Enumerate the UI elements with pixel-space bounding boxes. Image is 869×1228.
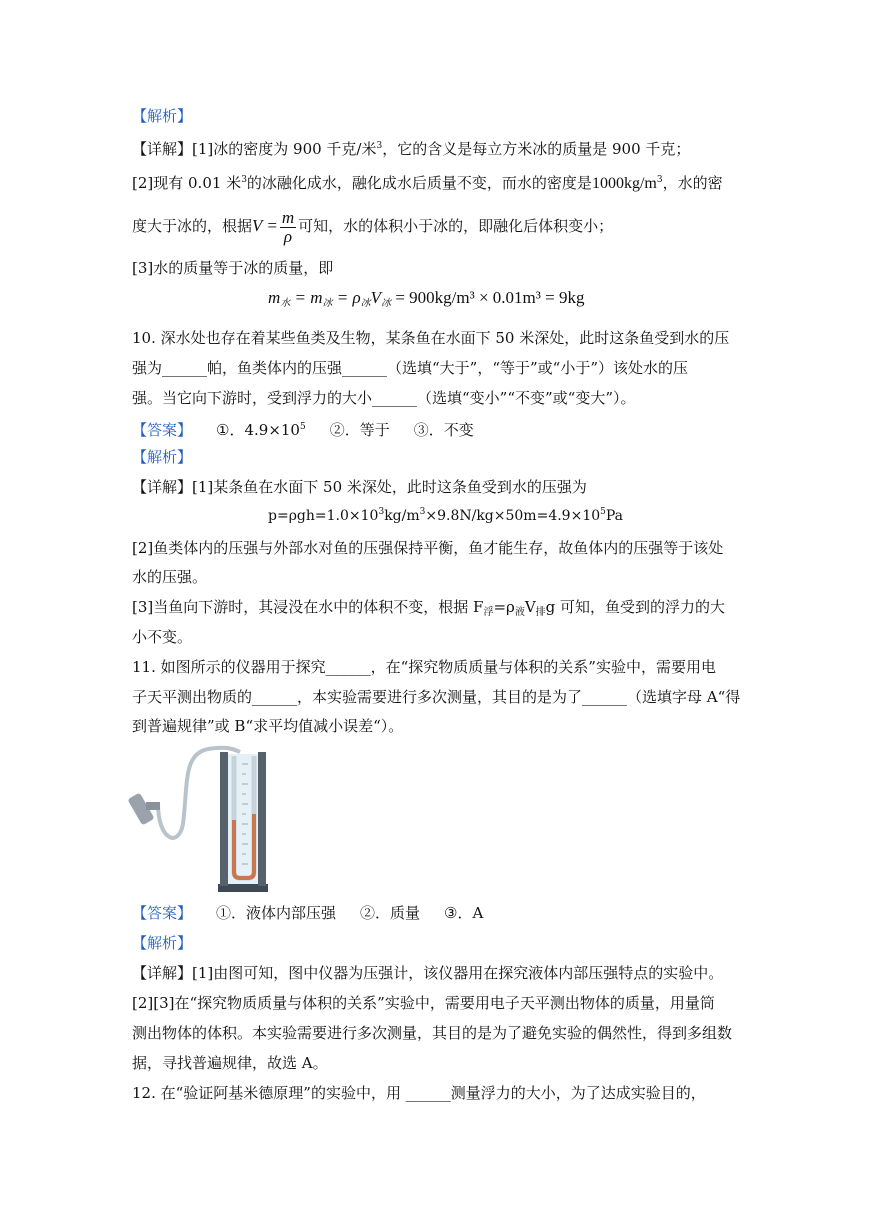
analysis-label: 【解析】 <box>132 934 193 952</box>
q10-detail-line-3: 水的压强。 <box>132 568 208 586</box>
q11-answer-line: 【答案】 ①．液体内部压强 ②．质量 ③．A <box>132 904 484 922</box>
q9-detail-line-2: [2]现有 0.01 米$^3$的冰融化成水，融化成水后质量不变，而水的密度是$1000kg/m^3$，水的密 <box>132 174 723 192</box>
pressure-gauge-image <box>128 744 278 894</box>
q11-detail-line-3: 测出物体的体积。本实验需要进行多次测量，其目的是为了避免实验的偶然性，得到多组数 <box>132 1024 733 1042</box>
analysis-label: 【解析】 <box>132 448 193 466</box>
q12-question-line-1: 12. 在“验证阿基米德原理”的实验中，用 ______测量浮力的大小，为了达成实验目的， <box>132 1084 706 1102</box>
q11-detail-line-2: [2][3]在“探究物质质量与体积的关系”实验中，需要用电子天平测出物体的质量，用量筒 <box>132 994 715 1012</box>
analysis-label: 【解析】 <box>132 107 193 125</box>
detail-label: 【详解】 <box>132 140 193 158</box>
q10-detail-line-1: 【详解】[1]某条鱼在水面下 50 米深处，此时这条鱼受到水的压强为 <box>132 478 587 496</box>
q9-detail-line-3: 度大于冰的，根据V = $\frac{m}{\rho}$ 可知，水的体积小于冰的，即融化后体积变小； <box>132 207 614 246</box>
q9-detail-line-1: 【详解】[1]冰的密度为 900 千克/米$^3$，它的含义是每立方米冰的质量是 900 千克； <box>132 140 691 158</box>
q11-detail-line-4: 据，寻找普遍规律，故选 A。 <box>132 1054 328 1072</box>
q10-detail-line-2: [2]鱼类体内的压强与外部水对鱼的压强保持平衡，鱼才能生存，故鱼体内的压强等于该处 <box>132 539 724 557</box>
answer-label: 【答案】 <box>132 904 193 922</box>
q10-detail-line-4: [3]当鱼向下游时，其浸没在水中的体积不变，根据 $F_浮=\rho_液V_排g$ 可知，鱼受到的浮力的大 <box>132 598 726 618</box>
q11-question-line-1: 11. 如图所示的仪器用于探究______，在“探究物质质量与体积的关系”实验中，需要用电 <box>132 658 716 676</box>
q10-question-line-1: 10. 深水处也存在着某些鱼类及生物，某条鱼在水面下 50 米深处，此时这条鱼受到水的压 <box>132 329 730 347</box>
q10-equation: $p=\rho gh=1.0\times 10^3kg/m^3\times 9.8N/kg\times 50m=4.9\times 10^5Pa$ <box>268 507 624 524</box>
answer-label: 【答案】 <box>132 421 193 439</box>
formula-fraction: $\frac{m}{\rho}$ <box>281 207 295 246</box>
q10-detail-line-5: 小不变。 <box>132 628 193 646</box>
q11-question-line-3: 到普遍规律”或 B“求平均值减小误差“）。 <box>132 717 404 735</box>
q10-question-line-2: 强为______帕，鱼类体内的压强______（选填“大于”，“等于”或“小于”）该处水的压 <box>132 359 689 377</box>
q11-detail-line-1: 【详解】[1]由图可知，图中仪器为压强计，该仪器用在探究液体内部压强特点的实验中。 <box>132 964 724 982</box>
q9-equation: m水 = m冰 = ρ冰V冰 = 900kg/m³ × 0.01m³ = 9kg <box>268 288 585 309</box>
q10-answer-line: 【答案】 ①．$4.9\times 10^5$ ②．等于 ③．不变 <box>132 421 474 439</box>
q10-question-line-3: 强。当它向下游时，受到浮力的大小______（选填“变小”“不变”或“变大”）。 <box>132 389 636 407</box>
q9-detail-line-4: [3]水的质量等于冰的质量，即 <box>132 259 334 277</box>
q11-question-line-2: 子天平测出物质的______，本实验需要进行多次测量，其目的是为了______（选填字母 A“得 <box>132 688 741 706</box>
